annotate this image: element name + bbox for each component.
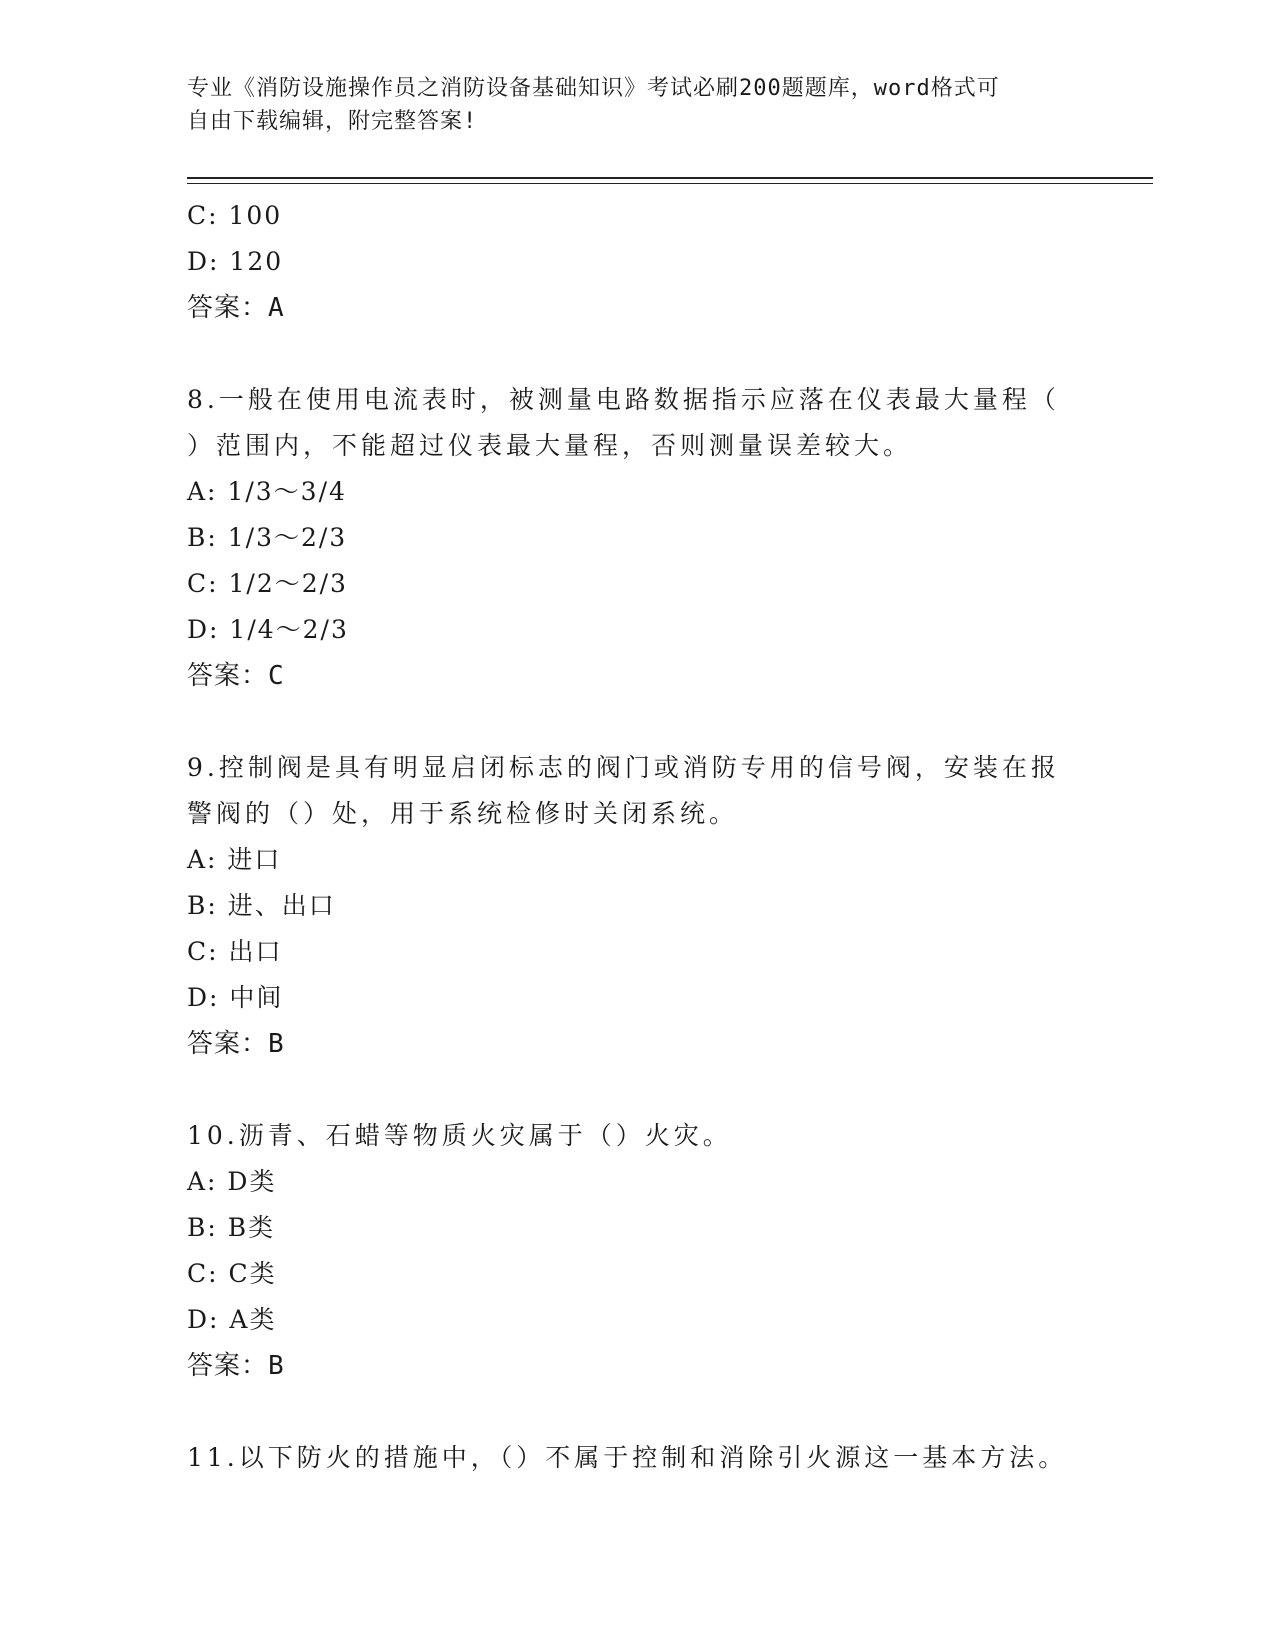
header-divider-top	[187, 177, 1153, 179]
option-a: A: D类	[187, 1167, 277, 1196]
answer: 答案：C	[187, 661, 285, 691]
option-d: D: 1/4～2/3	[187, 615, 349, 644]
question-11	[187, 1435, 1087, 1481]
option-b: B: 1/3～2/3	[187, 523, 348, 552]
spacer	[187, 331, 1087, 377]
question-8	[187, 377, 1087, 699]
question-stem-continued: ）范围内，不能超过仪表最大量程，否则测量误差较大。	[187, 431, 913, 460]
answer: 答案：A	[187, 293, 285, 323]
header-title-line-2: 自由下载编辑，附完整答案!	[187, 109, 478, 134]
question-stem: 9.控制阀是具有明显启闭标志的阀门或消防专用的信号阀，安装在报	[187, 753, 1060, 782]
option-d: D: A类	[187, 1305, 277, 1334]
document-header	[187, 72, 1087, 138]
option-c: C: 出口	[187, 937, 283, 966]
question-10	[187, 1113, 1087, 1389]
question-list	[187, 193, 1087, 1481]
option-a: A: 进口	[187, 845, 282, 874]
question-9	[187, 745, 1087, 1067]
option-b: B: B类	[187, 1213, 276, 1242]
answer: 答案：B	[187, 1029, 285, 1059]
question-stem: 10.沥青、石蜡等物质火灾属于（）火灾。	[187, 1121, 732, 1150]
option-c: C: 100	[187, 201, 283, 230]
option-d: D: 120	[187, 247, 284, 276]
answer: 答案：B	[187, 1351, 285, 1381]
option-b: B: 进、出口	[187, 891, 336, 920]
spacer	[187, 1389, 1087, 1435]
question-stem-continued: 警阀的（）处，用于系统检修时关闭系统。	[187, 799, 739, 828]
spacer	[187, 699, 1087, 745]
spacer	[187, 1067, 1087, 1113]
question-stem: 8.一般在使用电流表时，被测量电路数据指示应落在仪表最大量程（	[187, 385, 1060, 414]
option-c: C: C类	[187, 1259, 277, 1288]
option-a: A: 1/3～3/4	[187, 477, 347, 506]
question-stem: 11.以下防火的措施中，（）不属于控制和消除引火源这一基本方法。	[187, 1443, 1068, 1472]
option-c: C: 1/2～2/3	[187, 569, 348, 598]
header-divider-bottom	[187, 183, 1153, 184]
option-d: D: 中间	[187, 983, 284, 1012]
question-7	[187, 193, 1087, 331]
header-title-line-1: 专业《消防设施操作员之消防设备基础知识》考试必刷200题题库，word格式可	[187, 76, 1000, 101]
